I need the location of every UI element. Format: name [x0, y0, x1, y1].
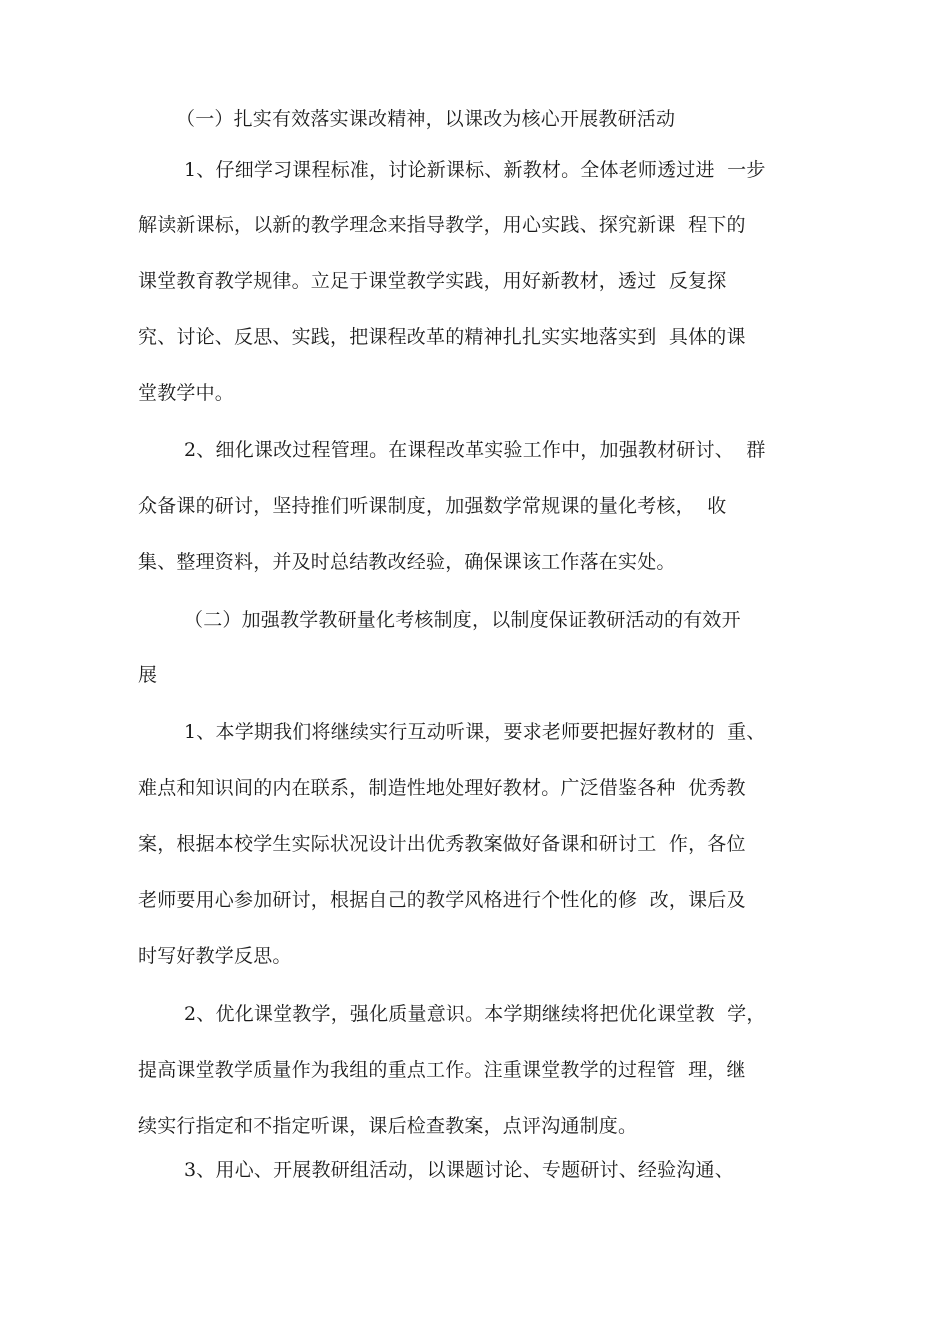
section-heading-2-cont: 展	[138, 664, 158, 686]
paragraph-line: 集、整理资料，并及时总结教改经验，确保课该工作落在实处。	[138, 551, 676, 573]
paragraph-line: 解读新课标，以新的教学理念来指导教学，用心实践、探究新课 程下的	[138, 214, 746, 236]
paragraph-line: 难点和知识间的内在联系，制造性地处理好教材。广泛借鉴各种 优秀教	[138, 777, 746, 799]
paragraph-line: 2、细化课改过程管理。在课程改革实验工作中，加强教材研讨、 群	[184, 439, 766, 461]
paragraph-line: 究、讨论、反思、实践，把课程改革的精神扎扎实实地落实到 具体的课	[138, 326, 746, 348]
paragraph-line: 堂教学中。	[138, 382, 235, 404]
paragraph-line: 2、优化课堂教学，强化质量意识。本学期继续将把优化课堂教 学，	[184, 1003, 766, 1025]
paragraph-line: 众备课的研讨，坚持推们听课制度，加强数学常规课的量化考核， 收	[138, 495, 727, 517]
section-heading-2: （二）加强教学教研量化考核制度，以制度保证教研活动的有效开	[184, 609, 741, 631]
paragraph-line: 老师要用心参加研讨，根据自己的教学风格进行个性化的修 改，课后及	[138, 889, 746, 911]
paragraph-line: 1、本学期我们将继续实行互动听课，要求老师要把握好教材的 重、	[184, 721, 766, 743]
paragraph-line: 课堂教育教学规律。立足于课堂教学实践，用好新教材，透过 反复探	[138, 270, 727, 292]
paragraph-line: 3、用心、开展教研组活动，以课题讨论、专题研讨、经验沟通、	[184, 1159, 734, 1181]
paragraph-line: 时写好教学反思。	[138, 945, 292, 967]
paragraph-line: 续实行指定和不指定听课，课后检查教案，点评沟通制度。	[138, 1115, 638, 1137]
paragraph-line: 1、仔细学习课程标准，讨论新课标、新教材。全体老师透过进 一步	[184, 159, 766, 181]
paragraph-line: 提高课堂教学质量作为我组的重点工作。注重课堂教学的过程管 理，继	[138, 1059, 746, 1081]
section-heading-1: （一）扎实有效落实课改精神，以课改为核心开展教研活动	[176, 108, 676, 130]
paragraph-line: 案，根据本校学生实际状况设计出优秀教案做好备课和研讨工 作，各位	[138, 833, 746, 855]
